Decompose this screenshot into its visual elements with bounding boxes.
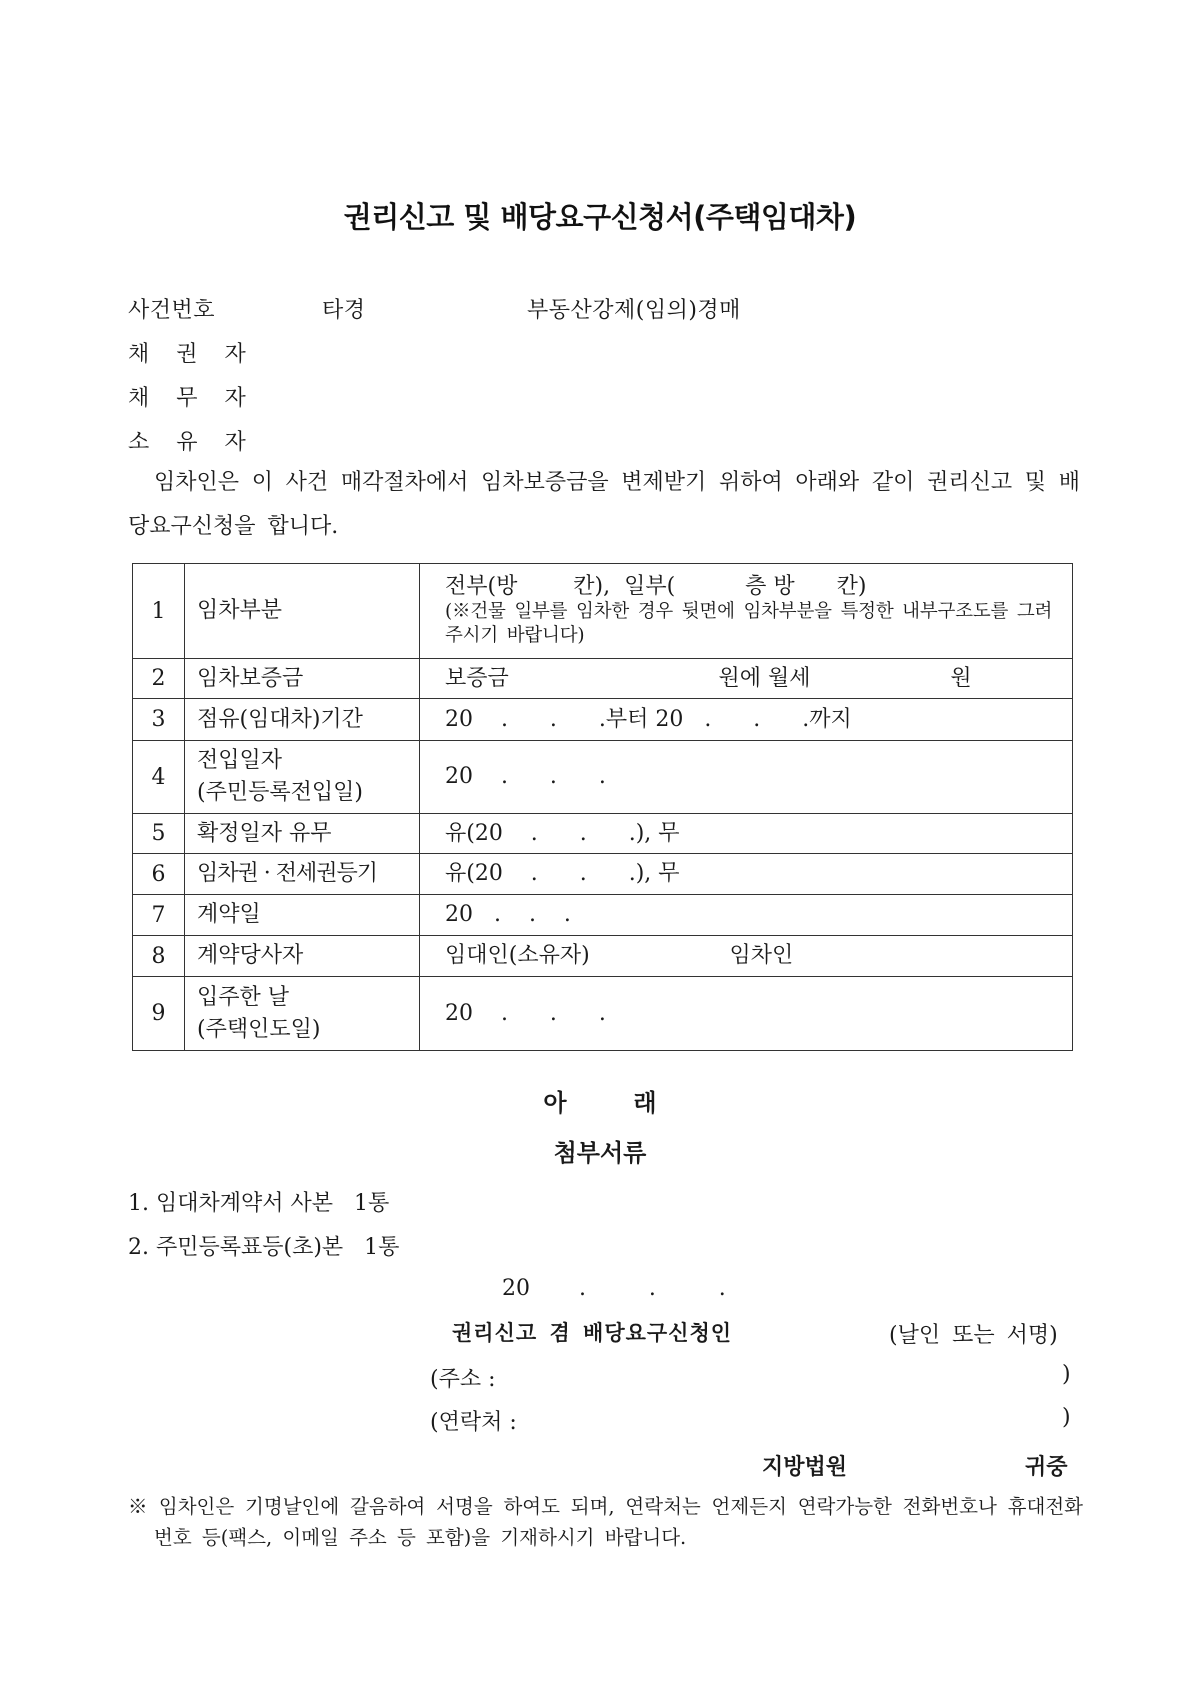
table-row xyxy=(133,564,1073,659)
row-label-line2: (주민등록전입일) xyxy=(197,780,363,805)
table-row xyxy=(133,977,1073,1051)
contact-label: (연락처 : xyxy=(430,1410,517,1435)
court-suffix: 귀중 xyxy=(1025,1455,1068,1480)
row-label: 임차보증금 xyxy=(185,659,420,699)
debtor-label: 채 무 자 xyxy=(128,386,256,411)
document-title: 권리신고 및 배당요구신청서(주택임대차) xyxy=(343,200,857,234)
row-label-line2: (주택인도일) xyxy=(197,1016,321,1042)
row-value: 20 . . . xyxy=(420,895,1073,936)
row-number: 6 xyxy=(133,854,185,895)
row-value xyxy=(420,564,1073,659)
table-row xyxy=(133,854,1073,895)
intro-paragraph xyxy=(128,461,1080,549)
table-row xyxy=(133,699,1073,741)
court-label: 지방법원 xyxy=(762,1455,848,1480)
row-label: 점유(임대차)기간 xyxy=(185,699,420,741)
owner-label: 소 유 자 xyxy=(128,430,256,455)
attachments-heading: 첨부서류 xyxy=(553,1139,647,1167)
row-value: 보증금 원에 월세 원 xyxy=(420,659,1073,699)
case-number-label: 사건번호 xyxy=(128,298,216,323)
table-row xyxy=(133,814,1073,854)
table-row xyxy=(133,659,1073,699)
row-label-line1: 입주한 날 xyxy=(197,984,290,1010)
footnote-text: ※ 임차인은 기명날인에 갈음하여 서명을 하여도 되며, 연락처는 언제든지 연락가능한 전화번호나 휴대전화 번호 등(팩스, 이메일 주소 등 포함)을 기재하시기 바랍니다. xyxy=(128,1495,1083,1549)
row-number: 3 xyxy=(133,699,185,741)
row-value: 20 . . . xyxy=(420,977,1073,1051)
address-label: (주소 : xyxy=(430,1367,496,1392)
table-row xyxy=(133,895,1073,936)
row-number: 7 xyxy=(133,895,185,936)
seal-note: (날인 또는 서명) xyxy=(889,1323,1058,1348)
contact-close-paren: ) xyxy=(1062,1405,1071,1430)
footnote xyxy=(128,1491,1083,1553)
row-value: 임대인(소유자) 임차인 xyxy=(420,936,1073,977)
below-heading: 아 래 xyxy=(543,1089,657,1117)
row-number: 8 xyxy=(133,936,185,977)
intro-text: 임차인은 이 사건 매각절차에서 임차보증금을 변제받기 위하여 아래와 같이 권리신고 및 배당요구신청을 합니다. xyxy=(128,470,1080,539)
row-label xyxy=(185,741,420,814)
attachment-item: 2. 주민등록표등(초)본 1통 xyxy=(128,1235,400,1260)
row-number: 4 xyxy=(133,741,185,814)
row-label: 임차권 · 전세권등기 xyxy=(185,854,420,895)
row-value: 20 . . . xyxy=(420,741,1073,814)
tenancy-info-table xyxy=(132,563,1073,1051)
creditor-label: 채 권 자 xyxy=(128,342,256,367)
row-number: 9 xyxy=(133,977,185,1051)
row-value: 20 . . .부터 20 . . .까지 xyxy=(420,699,1073,741)
case-type-suffix: 타경 xyxy=(322,298,366,323)
row-label: 임차부분 xyxy=(185,564,420,659)
address-close-paren: ) xyxy=(1062,1362,1071,1387)
row-number: 2 xyxy=(133,659,185,699)
row-value: 유(20 . . .), 무 xyxy=(420,814,1073,854)
applicant-label: 권리신고 겸 배당요구신청인 xyxy=(452,1321,733,1345)
application-date: 20 . . . xyxy=(502,1276,726,1301)
table-row xyxy=(133,741,1073,814)
row-number: 5 xyxy=(133,814,185,854)
row-label: 계약일 xyxy=(185,895,420,936)
row-number: 1 xyxy=(133,564,185,659)
attachment-item: 1. 임대차계약서 사본 1통 xyxy=(128,1191,390,1216)
auction-type: 부동산강제(임의)경매 xyxy=(527,298,741,323)
tenancy-portion-value: 전부(방 칸), 일부( 층 방 칸) xyxy=(445,574,867,599)
row-label-line1: 전입일자 xyxy=(197,748,283,773)
table-row xyxy=(133,936,1073,977)
row-label xyxy=(185,977,420,1051)
row-label: 확정일자 유무 xyxy=(185,814,420,854)
tenancy-portion-note: (※건물 일부를 임차한 경우 뒷면에 임차부분을 특정한 내부구조도를 그려 주시기 바랍니다) xyxy=(445,601,1053,646)
row-value: 유(20 . . .), 무 xyxy=(420,854,1073,895)
row-label: 계약당사자 xyxy=(185,936,420,977)
